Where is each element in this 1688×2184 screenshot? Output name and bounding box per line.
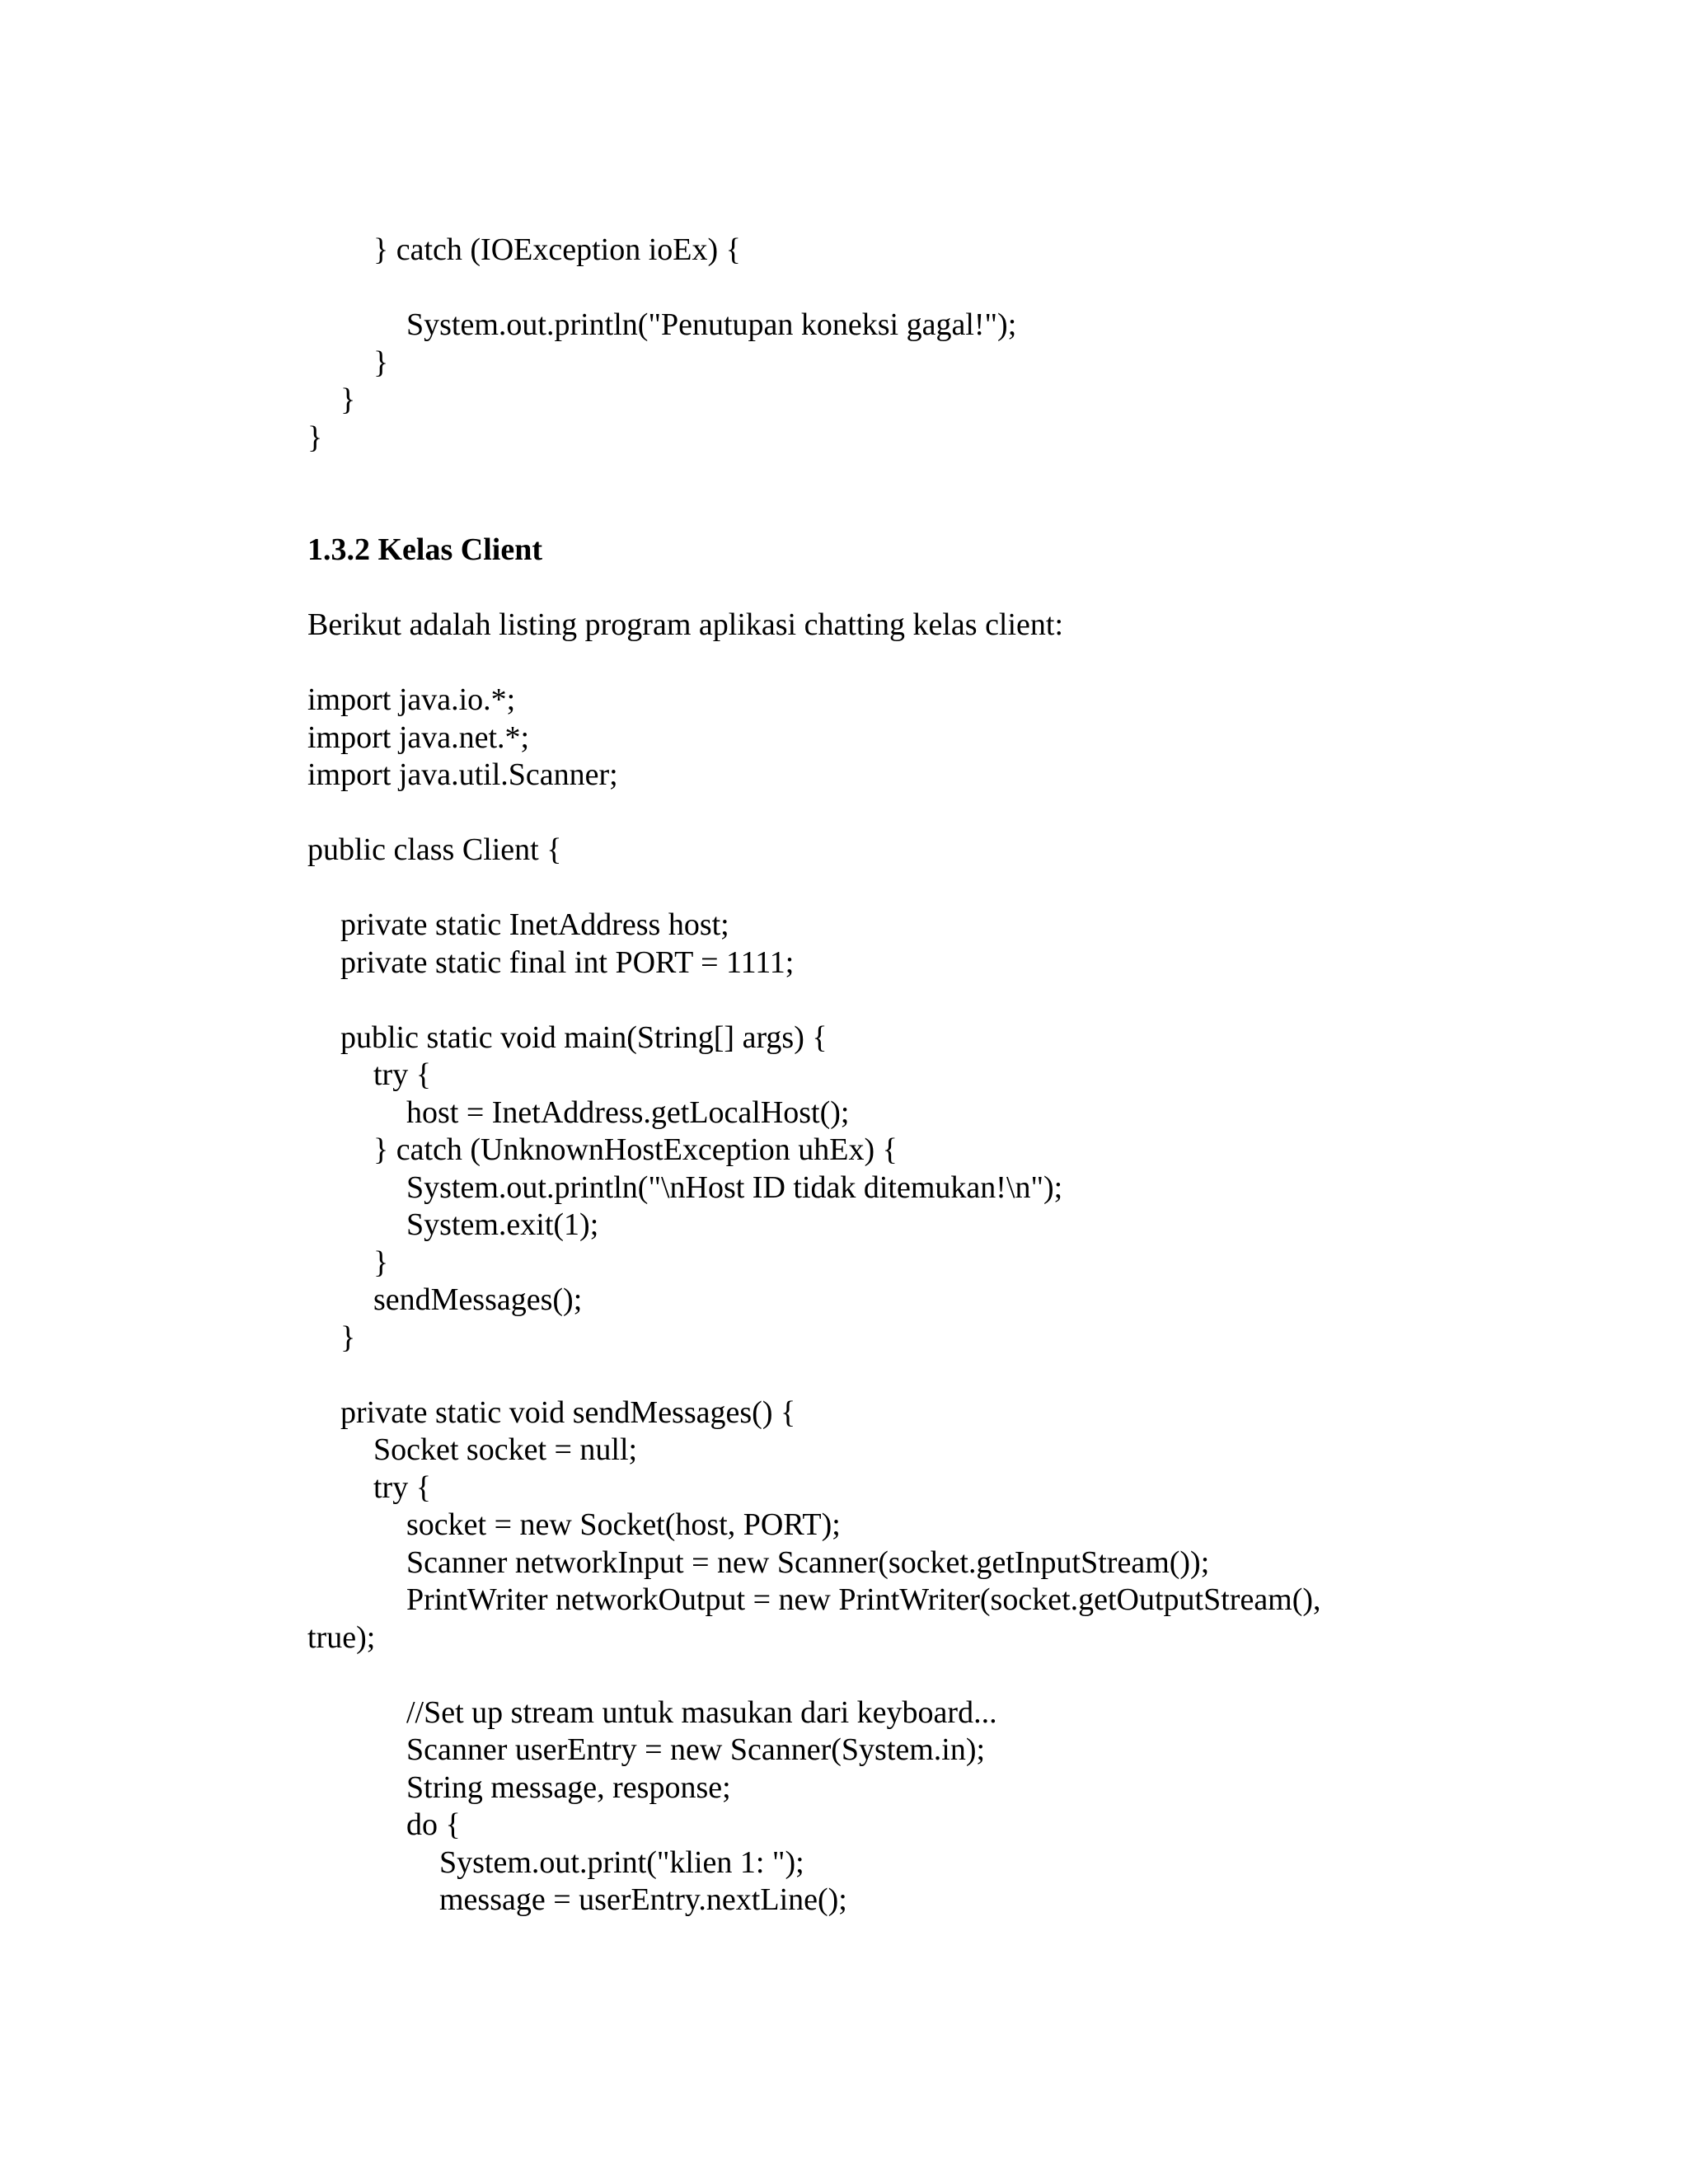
code-line: private static InetAddress host; <box>340 907 729 942</box>
code-line: true); <box>307 1620 376 1655</box>
code-line: message = userEntry.nextLine(); <box>439 1882 847 1917</box>
code-line: public static void main(String[] args) { <box>340 1020 828 1055</box>
code-line: import java.net.*; <box>307 720 530 755</box>
code-line: private static final int PORT = 1111; <box>340 945 795 980</box>
code-line: public class Client { <box>307 832 562 867</box>
code-line: Socket socket = null; <box>373 1432 638 1467</box>
code-line: import java.util.Scanner; <box>307 757 618 792</box>
code-line: System.out.print("klien 1: "); <box>439 1845 804 1880</box>
code-line: try { <box>373 1057 431 1092</box>
section-heading: 1.3.2 Kelas Client <box>307 532 542 567</box>
code-line: } <box>373 345 389 380</box>
code-line: PrintWriter networkOutput = new PrintWriter(socket.getOutputStream(), <box>406 1582 1321 1617</box>
code-line: Scanner networkInput = new Scanner(socket.getInputStream()); <box>406 1545 1210 1580</box>
code-line: String message, response; <box>406 1770 731 1805</box>
code-line: host = InetAddress.getLocalHost(); <box>406 1095 850 1130</box>
code-line: import java.io.*; <box>307 682 516 717</box>
code-line: } <box>307 420 323 455</box>
code-line: try { <box>373 1470 431 1505</box>
code-line: Scanner userEntry = new Scanner(System.in); <box>406 1732 986 1767</box>
code-line: System.out.println("\nHost ID tidak ditemukan!\n"); <box>406 1170 1063 1205</box>
code-line: do { <box>406 1807 461 1842</box>
code-line: private static void sendMessages() { <box>340 1395 796 1430</box>
code-line: } <box>340 382 356 417</box>
code-line: } catch (UnknownHostException uhEx) { <box>373 1132 898 1167</box>
code-line: //Set up stream untuk masukan dari keyboard... <box>406 1695 997 1730</box>
code-line: System.out.println("Penutupan koneksi gagal!"); <box>406 307 1017 342</box>
code-line: } catch (IOException ioEx) { <box>373 232 741 267</box>
code-line: } <box>373 1245 389 1280</box>
code-line: sendMessages(); <box>373 1282 583 1317</box>
code-line: } <box>340 1320 356 1355</box>
code-line: System.exit(1); <box>406 1207 599 1242</box>
intro-paragraph: Berikut adalah listing program aplikasi chatting kelas client: <box>307 607 1064 642</box>
code-line: socket = new Socket(host, PORT); <box>406 1507 841 1542</box>
